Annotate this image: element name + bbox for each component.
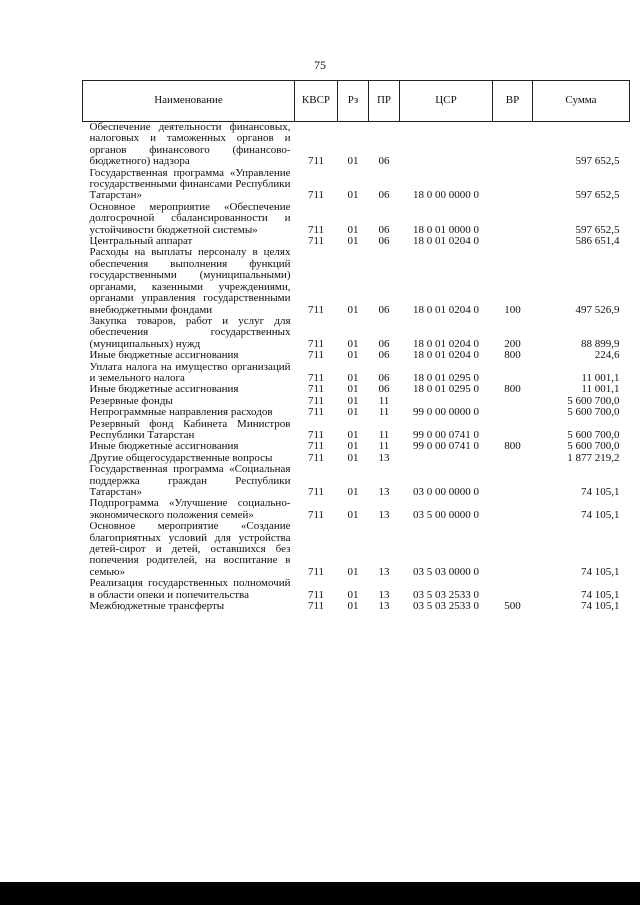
cell-vr xyxy=(493,362,533,385)
cell-rz: 01 xyxy=(347,588,359,601)
table-row xyxy=(83,122,630,168)
cell-csr: 03 0 00 0000 0 xyxy=(413,486,479,498)
cell-vr xyxy=(493,498,533,521)
cell-csr: 18 0 00 0000 0 xyxy=(413,189,479,202)
col-header-kvsr: КВСР xyxy=(295,81,338,122)
cell-kvsr: 711 xyxy=(307,223,325,236)
cell-pr: 06 xyxy=(378,349,390,362)
cell-vr xyxy=(493,521,533,578)
table-row xyxy=(83,498,630,521)
cell-csr: 99 0 00 0000 0 xyxy=(413,406,479,419)
cell-name: Расходы на выплаты персоналу в целях обеспечения выполнения функций государственными (муниципальными) органами, казенными учреждениями, органами управления государственными внебюджетными фондами xyxy=(89,246,291,316)
cell-pr: 06 xyxy=(378,337,390,350)
table-row xyxy=(83,419,630,442)
col-header-rz: Рз xyxy=(338,81,369,122)
cell-pr: 11 xyxy=(378,428,390,441)
cell-vr: 800 xyxy=(504,383,521,396)
table-row xyxy=(83,601,630,612)
cell-sum: 224,6 xyxy=(594,349,620,362)
cell-name: Закупка товаров, работ и услуг для обеспечения государственных (муниципальных) нужд xyxy=(89,314,291,350)
table-row xyxy=(83,202,630,236)
cell-sum: 88 899,9 xyxy=(581,337,620,350)
cell-pr: 13 xyxy=(378,508,390,521)
cell-name: Иные бюджетные ассигнования xyxy=(89,383,239,396)
cell-sum: 5 600 700,0 xyxy=(567,394,620,407)
cell-pr: 13 xyxy=(378,600,390,613)
cell-vr xyxy=(493,419,533,442)
cell-sum: 11 001,1 xyxy=(581,383,620,396)
cell-vr xyxy=(493,464,533,498)
cell-vr xyxy=(493,453,533,464)
cell-pr: 11 xyxy=(378,394,390,407)
cell-pr: 06 xyxy=(378,371,390,384)
cell-rz: 01 xyxy=(347,451,359,464)
table-row xyxy=(83,521,630,578)
table-row xyxy=(83,247,630,315)
cell-pr: 11 xyxy=(378,440,390,453)
cell-kvsr: 711 xyxy=(307,508,325,521)
cell-sum: 597 652,5 xyxy=(575,155,620,168)
cell-kvsr: 711 xyxy=(307,155,325,168)
cell-vr: 800 xyxy=(504,440,521,453)
col-header-sum: Сумма xyxy=(533,81,630,122)
cell-name: Основное мероприятие «Создание благоприятных условий для устройства детей-сирот и детей, оставшихся без попечения родителей, на воспитание в семью» xyxy=(89,520,291,578)
cell-csr xyxy=(400,122,493,168)
scan-bottom-border xyxy=(0,882,640,905)
col-header-name: Наименование xyxy=(83,81,295,122)
cell-sum: 5 600 700,0 xyxy=(567,440,620,453)
cell-kvsr: 711 xyxy=(307,337,325,350)
cell-csr xyxy=(400,453,493,464)
cell-kvsr: 711 xyxy=(307,394,325,407)
cell-rz: 01 xyxy=(347,600,359,613)
cell-kvsr: 711 xyxy=(307,588,325,601)
cell-rz: 01 xyxy=(347,155,359,168)
cell-csr: 03 5 03 2533 0 xyxy=(413,588,479,601)
cell-kvsr: 711 xyxy=(307,189,325,202)
cell-sum: 74 105,1 xyxy=(581,565,620,578)
table-row xyxy=(83,362,630,385)
col-header-pr: ПР xyxy=(369,81,400,122)
cell-csr: 18 0 01 0204 0 xyxy=(413,235,479,248)
cell-rz: 01 xyxy=(347,223,359,236)
cell-vr xyxy=(493,202,533,236)
cell-kvsr: 711 xyxy=(307,371,325,384)
cell-sum: 11 001,1 xyxy=(581,371,620,384)
cell-csr: 99 0 00 0741 0 xyxy=(413,440,479,453)
cell-rz: 01 xyxy=(347,565,359,578)
cell-rz: 01 xyxy=(347,428,359,441)
cell-kvsr: 711 xyxy=(307,440,325,453)
cell-name: Основное мероприятие «Обеспечение долгосрочной сбалансированности и устойчивости бюджетной системы» xyxy=(89,200,291,236)
cell-kvsr: 711 xyxy=(307,303,325,316)
cell-vr xyxy=(493,122,533,168)
cell-rz: 01 xyxy=(347,303,359,316)
cell-sum: 597 652,5 xyxy=(575,189,620,202)
cell-kvsr: 711 xyxy=(307,600,325,613)
cell-rz: 01 xyxy=(347,337,359,350)
cell-vr: 100 xyxy=(504,303,521,316)
page-number: 75 xyxy=(314,58,326,72)
cell-name: Обеспечение деятельности финансовых, налоговых и таможенных органов и органов финансового (финансово-бюджетного) надзора xyxy=(89,121,291,168)
table-row xyxy=(83,168,630,202)
table-row xyxy=(83,464,630,498)
cell-csr: 18 0 01 0204 0 xyxy=(413,337,479,350)
cell-pr: 13 xyxy=(378,451,390,464)
cell-rz: 01 xyxy=(347,440,359,453)
table-header-row xyxy=(83,81,630,122)
cell-name: Уплата налога на имущество организаций и земельного налога xyxy=(89,360,291,384)
cell-sum: 597 652,5 xyxy=(575,223,620,236)
cell-sum: 74 105,1 xyxy=(581,600,620,613)
cell-csr: 03 5 03 2533 0 xyxy=(413,600,479,613)
cell-pr: 13 xyxy=(378,486,390,498)
cell-rz: 01 xyxy=(347,406,359,419)
cell-kvsr: 711 xyxy=(307,565,325,578)
cell-kvsr: 711 xyxy=(307,451,325,464)
cell-csr: 18 0 01 0204 0 xyxy=(413,303,479,316)
cell-sum: 5 600 700,0 xyxy=(567,406,620,419)
cell-kvsr: 711 xyxy=(307,235,325,248)
cell-sum: 586 651,4 xyxy=(575,235,620,248)
cell-rz: 01 xyxy=(347,486,359,498)
cell-csr: 03 5 03 0000 0 xyxy=(413,565,479,578)
cell-vr xyxy=(493,236,533,247)
col-header-vr: ВР xyxy=(493,81,533,122)
cell-sum: 74 105,1 xyxy=(581,486,620,498)
cell-name: Государственная программа «Социальная поддержка граждан Республики Татарстан» xyxy=(89,463,291,498)
cell-name: Подпрограмма «Улучшение социально-экономического положения семей» xyxy=(89,497,291,521)
table-row xyxy=(83,407,630,418)
cell-vr: 500 xyxy=(504,600,521,613)
cell-vr: 200 xyxy=(504,337,521,350)
cell-name: Непрограммные направления расходов xyxy=(89,406,273,419)
cell-pr: 06 xyxy=(378,223,390,236)
cell-pr: 06 xyxy=(378,235,390,248)
cell-sum: 1 877 219,2 xyxy=(567,451,620,464)
cell-csr: 18 0 01 0295 0 xyxy=(413,383,479,396)
cell-csr: 18 0 01 0000 0 xyxy=(413,223,479,236)
cell-rz: 01 xyxy=(347,508,359,521)
cell-sum: 74 105,1 xyxy=(581,508,620,521)
cell-vr: 800 xyxy=(504,349,521,362)
cell-pr: 06 xyxy=(378,189,390,202)
cell-pr: 06 xyxy=(378,303,390,316)
table-row xyxy=(83,316,630,350)
cell-csr: 18 0 01 0295 0 xyxy=(413,371,479,384)
cell-sum: 5 600 700,0 xyxy=(567,428,620,441)
cell-name: Другие общегосударственные вопросы xyxy=(89,451,273,464)
cell-name: Резервный фонд Кабинета Министров Республики Татарстан xyxy=(89,417,291,441)
cell-pr: 06 xyxy=(378,383,390,396)
cell-name: Центральный аппарат xyxy=(89,235,193,248)
cell-rz: 01 xyxy=(347,349,359,362)
cell-sum: 74 105,1 xyxy=(581,588,620,601)
cell-csr: 99 0 00 0741 0 xyxy=(413,428,479,441)
cell-name: Иные бюджетные ассигнования xyxy=(89,349,239,362)
cell-pr: 06 xyxy=(378,155,390,168)
cell-kvsr: 711 xyxy=(307,406,325,419)
cell-rz: 01 xyxy=(347,189,359,202)
cell-sum: 497 526,9 xyxy=(575,303,620,316)
cell-kvsr: 711 xyxy=(307,349,325,362)
cell-kvsr: 711 xyxy=(307,428,325,441)
cell-vr xyxy=(493,407,533,418)
cell-name: Реализация государственных полномочий в области опеки и попечительства xyxy=(89,577,291,601)
cell-vr xyxy=(493,578,533,601)
cell-name: Государственная программа «Управление государственными финансами Республики Татарстан» xyxy=(89,166,291,202)
cell-vr xyxy=(493,168,533,202)
cell-kvsr: 711 xyxy=(307,486,325,498)
cell-pr: 13 xyxy=(378,565,390,578)
cell-rz: 01 xyxy=(347,394,359,407)
cell-kvsr: 711 xyxy=(307,383,325,396)
cell-csr: 03 5 00 0000 0 xyxy=(413,508,479,521)
table-row xyxy=(83,578,630,601)
cell-name: Иные бюджетные ассигнования xyxy=(89,440,239,453)
col-header-csr: ЦСР xyxy=(400,81,493,122)
cell-rz: 01 xyxy=(347,371,359,384)
cell-vr xyxy=(493,396,533,407)
cell-rz: 01 xyxy=(347,383,359,396)
cell-name: Резервные фонды xyxy=(89,394,173,407)
cell-name: Межбюджетные трансферты xyxy=(89,600,225,613)
cell-pr: 11 xyxy=(378,406,390,419)
budget-table xyxy=(82,80,630,612)
table-row xyxy=(83,350,630,361)
cell-csr: 18 0 01 0204 0 xyxy=(413,349,479,362)
cell-pr: 13 xyxy=(378,588,390,601)
cell-rz: 01 xyxy=(347,235,359,248)
